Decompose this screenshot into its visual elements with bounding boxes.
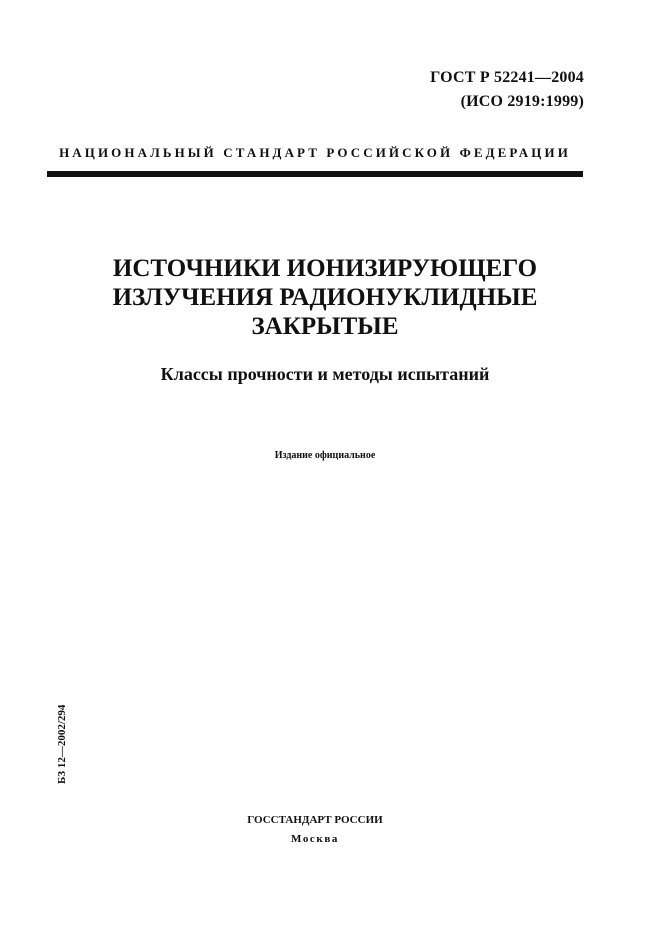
title-line-3: ЗАКРЫТЫЕ bbox=[251, 313, 399, 340]
document-subtitle: Классы прочности и методы испытаний bbox=[160, 364, 490, 384]
standard-designation bbox=[430, 66, 584, 114]
publisher-block bbox=[200, 811, 430, 849]
iso-reference: (ИСО 2919:1999) bbox=[460, 93, 584, 110]
publisher-name: ГОССТАНДАРТ РОССИИ bbox=[247, 814, 383, 826]
publisher-city: Москва bbox=[291, 833, 339, 845]
national-standard-label: НАЦИОНАЛЬНЫЙ СТАНДАРТ РОССИЙСКОЙ ФЕДЕРАЦИИ bbox=[59, 145, 571, 160]
standard-number: ГОСТ Р 52241—2004 bbox=[430, 69, 584, 86]
document-title bbox=[60, 254, 590, 341]
side-catalog-code: БЗ 12—2002/294 bbox=[56, 704, 68, 784]
edition-label: Издание официальное bbox=[274, 450, 376, 461]
title-line-1: ИСТОЧНИКИ ИОНИЗИРУЮЩЕГО bbox=[112, 255, 538, 282]
title-line-2: ИЗЛУЧЕНИЯ РАДИОНУКЛИДНЫЕ bbox=[112, 284, 538, 311]
header-divider bbox=[47, 171, 583, 177]
